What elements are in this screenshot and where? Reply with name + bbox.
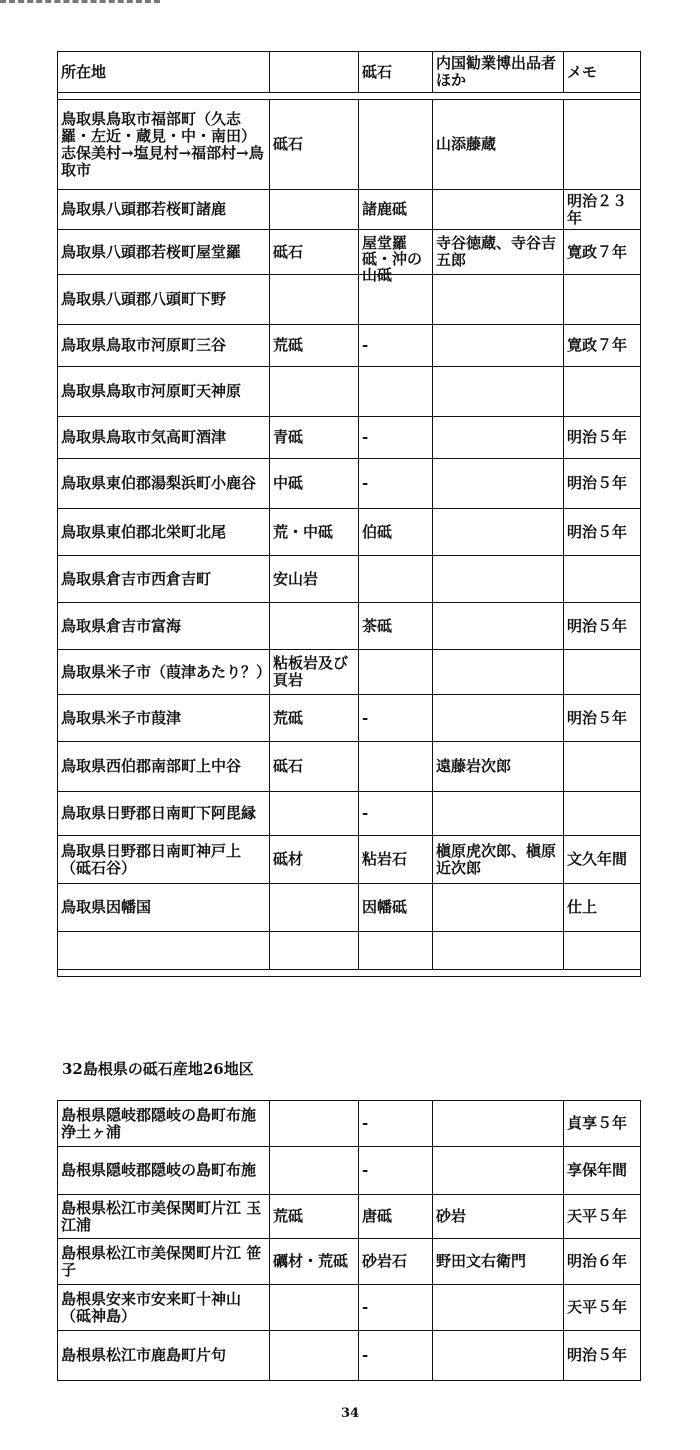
cell-exhibitor: 野田文右衛門 (433, 1239, 564, 1285)
cell-memo: 寛政７年 (564, 325, 641, 367)
cell-whetstone: 砂岩石 (359, 1239, 433, 1285)
cell-location: 鳥取県鳥取市気高町酒津 (58, 417, 270, 459)
clipped-text: 屋堂羅砥・沖の山砥 (362, 234, 423, 284)
cell-location: 鳥取県鳥取市河原町天神原 (58, 367, 270, 417)
cell-memo (564, 100, 641, 190)
cell-exhibitor (433, 417, 564, 459)
cell-type: 荒・中砥 (270, 509, 359, 556)
cell-type (270, 884, 359, 932)
table-row (58, 1101, 641, 1147)
header-memo: メモ (564, 52, 641, 93)
cell-memo: 明治５年 (564, 603, 641, 650)
cell-type (270, 932, 359, 970)
cell-exhibitor (433, 190, 564, 230)
cell-whetstone (359, 367, 433, 417)
cell-type: 安山岩 (270, 556, 359, 603)
cell-memo: 明治５年 (564, 417, 641, 459)
cell-location: 鳥取県米子市（葭津あたり？） (58, 650, 270, 695)
cell-exhibitor (433, 556, 564, 603)
cell-type: 砥石 (270, 230, 359, 275)
cell-whetstone (359, 100, 433, 190)
cell-exhibitor (433, 1147, 564, 1195)
table-row (58, 275, 641, 325)
table-row (58, 884, 641, 932)
cell-location: 島根県安来市安来町十神山（砥神島） (58, 1285, 270, 1331)
table-row (58, 1331, 641, 1381)
table-row (58, 1195, 641, 1239)
cell-exhibitor (433, 325, 564, 367)
cell-memo: 寛政７年 (564, 230, 641, 275)
cell-location: 鳥取県八頭郡若桜町屋堂羅 (58, 230, 270, 275)
header-whetstone: 砥石 (359, 52, 433, 93)
cell-type (270, 190, 359, 230)
cell-memo: 仕上 (564, 884, 641, 932)
cell-location: 鳥取県倉吉市西倉吉町 (58, 556, 270, 603)
cell-location: 鳥取県因幡国 (58, 884, 270, 932)
cell-location: 鳥取県日野郡日南町神戸上（砥石谷） (58, 836, 270, 884)
cell-whetstone (359, 650, 433, 695)
cell-type (270, 1147, 359, 1195)
cell-type (270, 275, 359, 325)
cell-type (270, 792, 359, 836)
cell-type: 粘板岩及び頁岩 (270, 650, 359, 695)
cell-location: 鳥取県米子市葭津 (58, 695, 270, 742)
table-row (58, 792, 641, 836)
cell-location: 鳥取県鳥取市福部町（久志羅・左近・蔵見・中・南田）志保美村→塩見村→福部村→鳥取市 (58, 100, 270, 190)
cell-whetstone: - (359, 695, 433, 742)
cell-exhibitor (433, 603, 564, 650)
cell-whetstone (359, 556, 433, 603)
cell-type: 荒砥 (270, 1195, 359, 1239)
table-row (58, 190, 641, 230)
cell-type: 青砥 (270, 417, 359, 459)
cell-memo: 明治５年 (564, 459, 641, 509)
table-row (58, 650, 641, 695)
cell-location: 鳥取県鳥取市河原町三谷 (58, 325, 270, 367)
cell-memo: 享保年間 (564, 1147, 641, 1195)
cell-location (58, 932, 270, 970)
table-row (58, 1239, 641, 1285)
cell-exhibitor: 寺谷徳蔵、寺谷吉五郎 (433, 230, 564, 275)
cell-exhibitor (433, 275, 564, 325)
cell-memo: 明治５年 (564, 1331, 641, 1381)
cell-memo: 貞享５年 (564, 1101, 641, 1147)
cell-memo: 明治５年 (564, 695, 641, 742)
cell-location: 島根県松江市鹿島町片句 (58, 1331, 270, 1381)
cell-memo: 文久年間 (564, 836, 641, 884)
cell-type (270, 603, 359, 650)
table-row (58, 417, 641, 459)
cell-exhibitor (433, 509, 564, 556)
cell-type (270, 1285, 359, 1331)
cell-location: 島根県松江市美保関町片江 玉江浦 (58, 1195, 270, 1239)
table-row (58, 367, 641, 417)
cell-whetstone: - (359, 1101, 433, 1147)
cell-whetstone: 茶砥 (359, 603, 433, 650)
cell-whetstone: 諸鹿砥 (359, 190, 433, 230)
table-row (58, 742, 641, 792)
cell-whetstone (359, 742, 433, 792)
cell-whetstone: - (359, 1285, 433, 1331)
table-gap-row (58, 93, 641, 100)
cell-type: 砥石 (270, 742, 359, 792)
cell-type (270, 1101, 359, 1147)
table-row (58, 1147, 641, 1195)
cell-type: 礪材・荒砥 (270, 1239, 359, 1285)
cell-memo: 天平５年 (564, 1285, 641, 1331)
cell-memo (564, 556, 641, 603)
cell-exhibitor (433, 1101, 564, 1147)
cell-type: 荒砥 (270, 695, 359, 742)
cell-whetstone: 唐砥 (359, 1195, 433, 1239)
cell-whetstone: 粘岩石 (359, 836, 433, 884)
cell-location: 鳥取県八頭郡若桜町諸鹿 (58, 190, 270, 230)
table-row (58, 695, 641, 742)
cell-whetstone: 因幡砥 (359, 884, 433, 932)
cell-memo: 天平５年 (564, 1195, 641, 1239)
cell-location: 鳥取県八頭郡八頭町下野 (58, 275, 270, 325)
cell-location: 島根県松江市美保関町片江 笹子 (58, 1239, 270, 1285)
table-row (58, 325, 641, 367)
cell-location: 鳥取県西伯郡南部町上中谷 (58, 742, 270, 792)
gap-cell (58, 970, 641, 977)
cell-type: 中砥 (270, 459, 359, 509)
cell-exhibitor: 遠藤岩次郎 (433, 742, 564, 792)
cell-whetstone: - (359, 325, 433, 367)
cell-whetstone: - (359, 459, 433, 509)
cell-exhibitor (433, 932, 564, 970)
cell-memo (564, 932, 641, 970)
cell-whetstone: 伯砥 (359, 509, 433, 556)
header-location: 所在地 (58, 52, 270, 93)
header-blank (270, 52, 359, 93)
cell-exhibitor (433, 1285, 564, 1331)
cell-location: 鳥取県東伯郡北栄町北尾 (58, 509, 270, 556)
table-row-empty (58, 932, 641, 970)
cell-whetstone: - (359, 1331, 433, 1381)
cell-type: 砥石 (270, 100, 359, 190)
page-number: 34 (340, 1406, 360, 1421)
cell-whetstone: - (359, 417, 433, 459)
cell-whetstone (359, 230, 433, 284)
cell-memo (564, 650, 641, 695)
cell-memo: 明治２３年 (564, 190, 641, 230)
cell-exhibitor (433, 695, 564, 742)
cell-exhibitor: 砂岩 (433, 1195, 564, 1239)
table-row (58, 100, 641, 190)
cell-memo (564, 367, 641, 417)
table-row (58, 1285, 641, 1331)
cell-exhibitor (433, 367, 564, 417)
header-exhibitor: 内国勧業博出品者ほか (433, 52, 564, 93)
cell-exhibitor: 山添藤蔵 (433, 100, 564, 190)
cell-type: 砥材 (270, 836, 359, 884)
cell-memo: 明治６年 (564, 1239, 641, 1285)
cell-location: 鳥取県東伯郡湯梨浜町小鹿谷 (58, 459, 270, 509)
cell-whetstone: - (359, 1147, 433, 1195)
cell-exhibitor (433, 792, 564, 836)
table-row (58, 556, 641, 603)
cell-type: 荒砥 (270, 325, 359, 367)
cell-whetstone: - (359, 792, 433, 836)
cell-exhibitor (433, 884, 564, 932)
scan-edge-mark (0, 0, 160, 7)
table-row (58, 459, 641, 509)
cell-location: 島根県隠岐郡隠岐の島町布施 浄土ヶ浦 (58, 1101, 270, 1147)
table-gap-row (58, 970, 641, 977)
table-row (58, 230, 641, 275)
cell-exhibitor: 槇原虎次郎、槇原近次郎 (433, 836, 564, 884)
table-row (58, 836, 641, 884)
cell-memo (564, 275, 641, 325)
shimane-whetstone-table (57, 1100, 641, 1381)
cell-location: 鳥取県日野郡日南町下阿毘縁 (58, 792, 270, 836)
table-row (58, 509, 641, 556)
cell-memo: 明治５年 (564, 509, 641, 556)
cell-exhibitor (433, 1331, 564, 1381)
section-caption: 32島根県の砥石産地26地区 (62, 1060, 254, 1078)
table-row (58, 603, 641, 650)
cell-memo (564, 792, 641, 836)
cell-exhibitor (433, 459, 564, 509)
table-header-row (58, 52, 641, 93)
cell-type (270, 1331, 359, 1381)
cell-exhibitor (433, 650, 564, 695)
cell-whetstone (359, 932, 433, 970)
cell-location: 島根県隠岐郡隠岐の島町布施 (58, 1147, 270, 1195)
cell-type (270, 367, 359, 417)
cell-memo (564, 742, 641, 792)
tottori-whetstone-table (57, 51, 641, 977)
gap-cell (58, 93, 641, 100)
cell-location: 鳥取県倉吉市富海 (58, 603, 270, 650)
